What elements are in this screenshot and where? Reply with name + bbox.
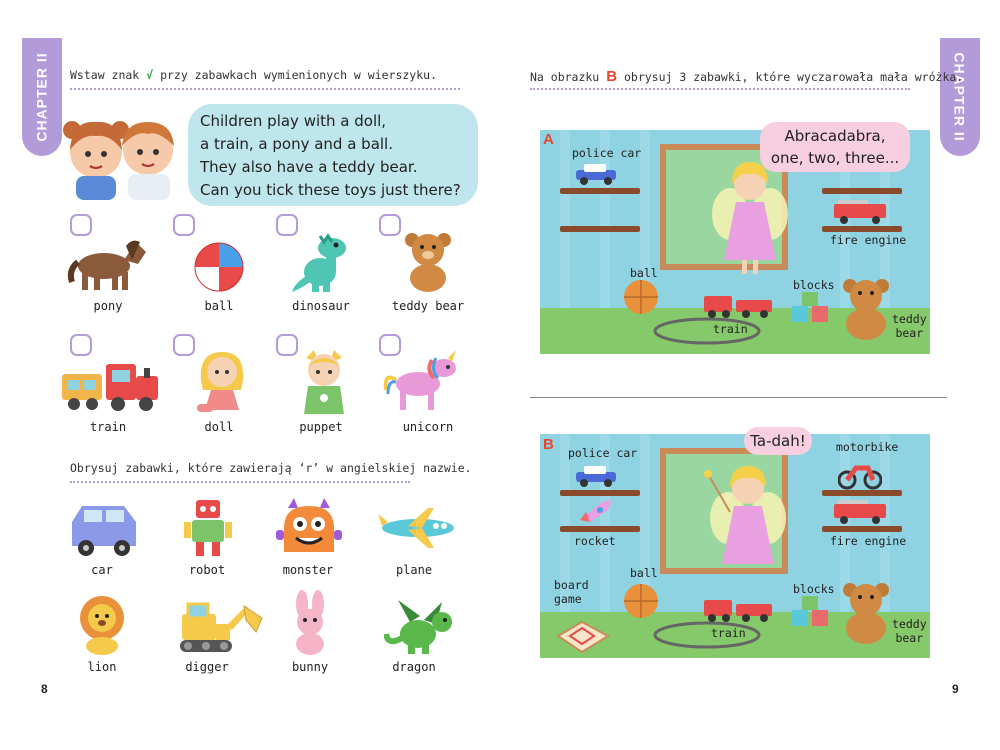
scene-b-label-teddy-bear: teddy bear [892,617,927,645]
scene-b-label-ball: ball [630,566,658,580]
dotted-underline [70,481,410,483]
puppet-icon [298,348,350,416]
children-illustration [60,110,182,200]
scene-a-label-fire-engine: fire engine [830,233,907,247]
tick-box-teddy-bear[interactable] [379,214,401,236]
dinosaur-icon [290,232,354,294]
blocks-icon [792,292,832,322]
unicorn-icon [382,350,462,414]
toy-label: dragon [392,660,436,674]
poem-line: They also have a teddy bear. [200,158,418,176]
instruction-tick [70,68,437,82]
toy-label: ball [204,299,234,313]
poem-bubble [188,104,478,206]
dotted-underline [530,88,910,90]
instruction-tick-pre: Wstaw znak [70,68,140,82]
toy-label: bunny [291,660,329,674]
toy-label: car [91,563,113,577]
bunny-icon [290,590,330,656]
fairy-icon [690,454,790,584]
toy-label: teddy bear [391,299,465,313]
doll-icon [193,346,251,416]
scene-a-label-teddy-bear: teddy bear [892,312,927,340]
tick-box-ball[interactable] [173,214,195,236]
speech-bubble-a [760,122,910,172]
scene-b-label-fire-engine: fire engine [830,534,907,548]
toy-train-icon [702,594,776,624]
shelf [560,526,640,532]
page-number-left: 8 [41,682,48,696]
teddy-bear-icon [400,230,458,294]
shelf [560,188,640,194]
shelf [560,490,640,496]
digger-icon [176,598,266,656]
toy-label: dinosaur [292,299,350,313]
toy-label: doll [204,420,234,434]
plane-icon [378,506,458,550]
ball-icon [622,278,660,316]
check-mark-icon: √ [146,68,154,82]
scene-b-label-blocks: blocks [793,582,835,596]
speech-line: Abracadabra, [784,127,886,145]
fire-engine-icon [832,498,888,526]
ball-icon [192,240,246,294]
chapter-tab-right [940,38,980,156]
shelf [822,226,902,232]
poem-line: a train, a pony and a ball. [200,135,393,153]
scene-a-label-blocks: blocks [793,278,835,292]
scene-letter-a: A [543,131,554,148]
instruction-outline: Obrysuj zabawki, które zawierają ‘r’ w angielskiej nazwie. [70,461,472,475]
scene-a-label-train: train [713,322,748,336]
toy-label: train [89,420,127,434]
tick-box-puppet[interactable] [276,334,298,356]
board-game-icon [554,618,610,654]
fairy-icon [710,154,790,284]
scene-a-label-ball: ball [630,266,658,280]
toy-label: monster [282,563,334,577]
chapter-tab-label: CHAPTER II [952,52,968,142]
scene-b-label-motorbike: motorbike [836,440,899,454]
toy-label: puppet [299,420,343,434]
speech-line: one, two, three... [770,149,900,167]
blocks-icon [792,596,832,626]
teddy-bear-icon [838,276,896,342]
tick-box-pony[interactable] [70,214,92,236]
page-number-right: 9 [952,682,959,696]
teddy-bear-icon [838,580,896,646]
toy-label: lion [87,660,117,674]
speech-bubble-b: Ta-dah! [744,427,812,455]
pony-icon [66,236,150,292]
scene-b-label-police-car: police car [568,446,638,460]
lion-icon [74,594,130,656]
scene-a-label-police-car: police car [572,146,642,160]
tick-box-doll[interactable] [173,334,195,356]
motorbike-icon [838,460,882,490]
car-icon [68,502,140,558]
instruction-tick-post: przy zabawkach wymienionych w wierszyku. [160,68,438,82]
police-car-icon [574,466,618,488]
shelf [560,226,640,232]
dragon-icon [384,598,460,656]
train-icon [60,360,162,414]
scene-letter-b: B [543,436,554,453]
instruction-scene-pre: Na obrazku [530,70,600,84]
ball-icon [622,582,660,620]
robot-icon [182,496,234,560]
scene-b-label-board-game: board game [554,578,589,606]
scene-b-label-train: train [711,626,746,640]
poem-line: Children play with a doll, [200,112,387,130]
scene-divider [530,397,947,398]
fire-engine-icon [832,198,888,226]
chapter-tab-left [22,38,62,156]
toy-label: plane [395,563,433,577]
rocket-icon [578,498,614,524]
scene-letter-ref: B [606,68,618,85]
instruction-scene [530,68,963,85]
toy-label: robot [188,563,226,577]
dotted-underline [70,88,460,90]
chapter-tab-label: CHAPTER II [34,52,50,142]
police-car-icon [574,164,618,186]
toy-label: unicorn [402,420,454,434]
monster-icon [276,498,342,560]
toy-label: pony [93,299,123,313]
instruction-scene-post: obrysuj 3 zabawki, które wyczarowała mała wróżka. [623,70,964,84]
shelf [822,188,902,194]
shelf [822,490,902,496]
tick-box-train[interactable] [70,334,92,356]
toy-label: digger [185,660,229,674]
scene-b-label-rocket: rocket [574,534,616,548]
poem-line: Can you tick these toys just there? [200,181,461,199]
shelf [822,526,902,532]
toy-train-icon [702,290,776,320]
